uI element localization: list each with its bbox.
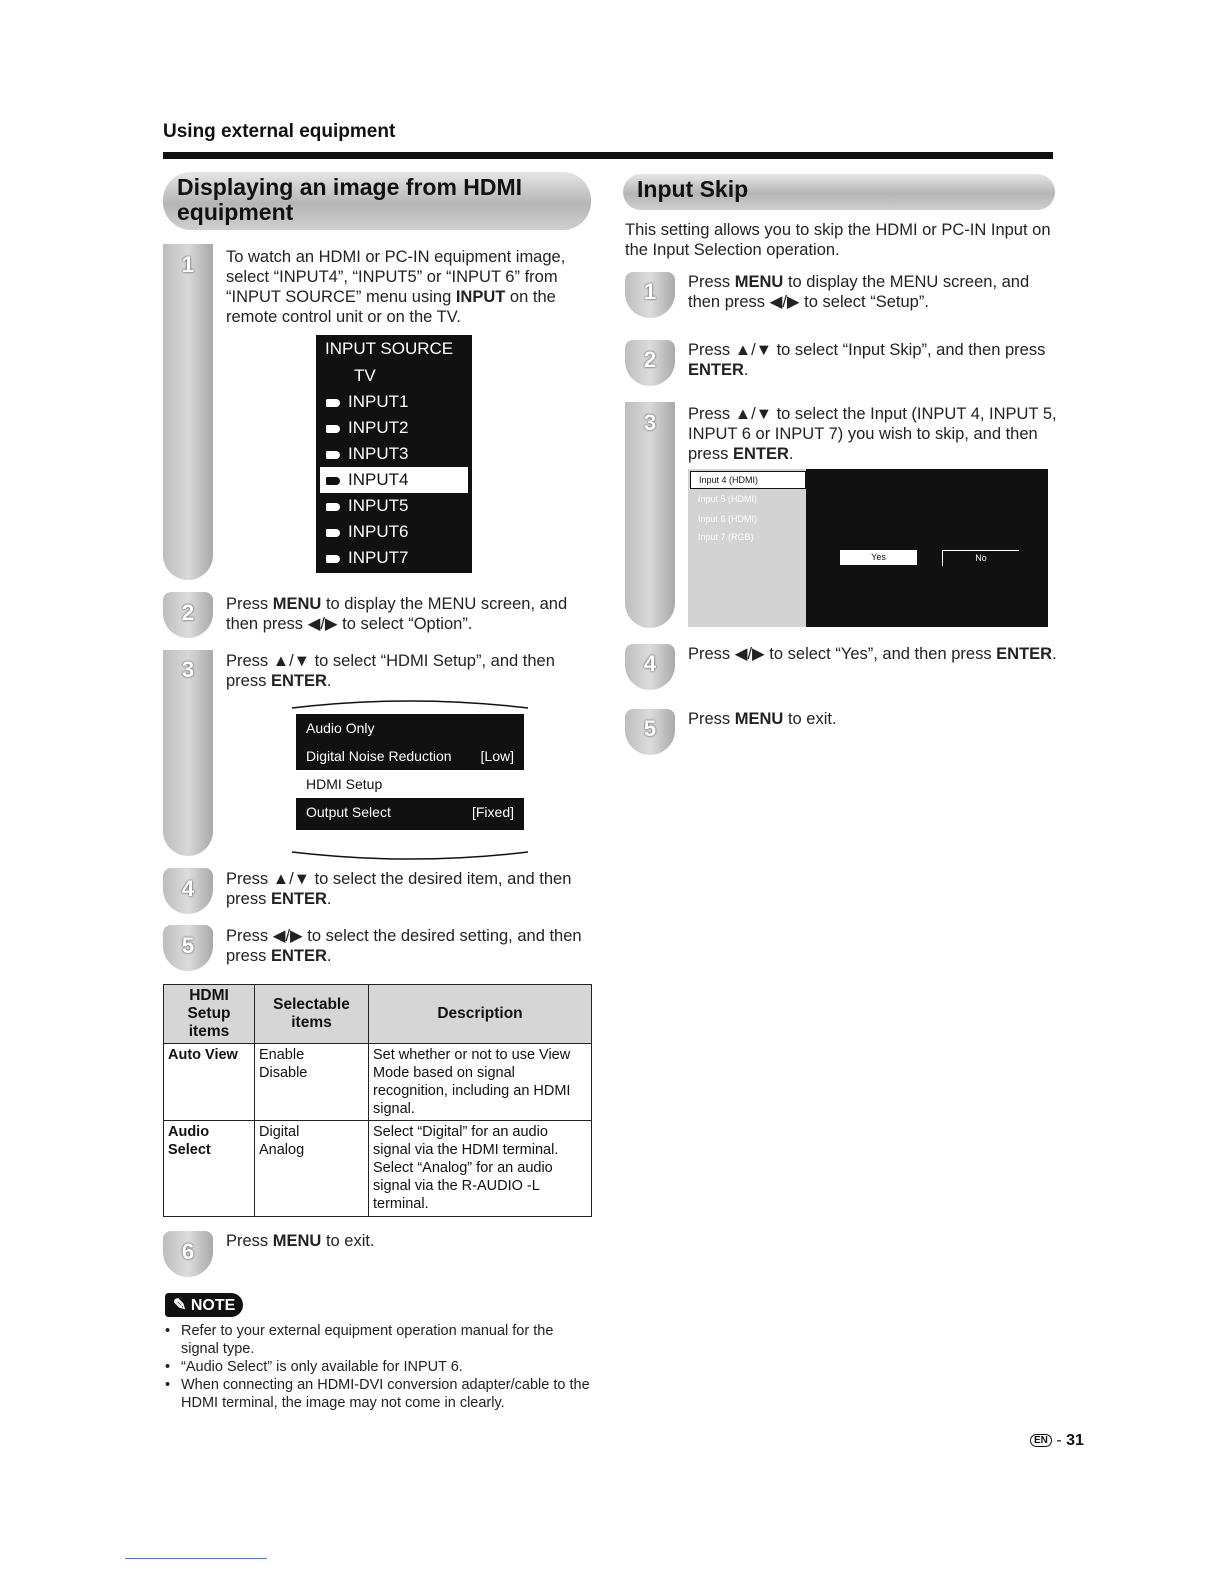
yes-button[interactable]: Yes: [840, 550, 917, 565]
menu-item-input6[interactable]: INPUT6: [316, 519, 472, 545]
hdmi-setup-table: [163, 984, 592, 1217]
step-1-text: To watch an HDMI or PC-IN equipment image, select “INPUT4”, “INPUT5” or “INPUT 6” from “INPUT SOURCE” menu using INPUT on the remote control unit or on the TV.: [226, 248, 566, 326]
table-cell-description: Select “Digital” for an audio signal via the HDMI terminal. Select “Analog” for an audio signal via the R-AUDIO -L terminal.: [369, 1121, 592, 1217]
option-digital-noise-reduction[interactable]: Digital Noise Reduction [Low]: [306, 748, 514, 764]
input-source-title: INPUT SOURCE: [325, 339, 454, 358]
r-step-5-number: 5: [643, 716, 657, 741]
step-6-number: 6: [181, 1239, 195, 1264]
table-cell-item: Audio Select: [164, 1121, 255, 1217]
r-step-1-number: 1: [643, 279, 657, 304]
step-5-number: 5: [181, 933, 195, 958]
plug-icon: [326, 399, 340, 407]
option-menu: [296, 714, 524, 830]
input-source-menu: [316, 335, 472, 573]
input-skip-intro: This setting allows you to skip the HDMI or PC-IN Input on the Input Selection operation.: [625, 221, 1051, 259]
r-step-2-number: 2: [643, 347, 657, 372]
menu-item-input3[interactable]: INPUT3: [316, 441, 472, 467]
table-header-items: HDMI Setup items: [164, 985, 255, 1044]
note-item: • When connecting an HDMI-DVI conversion adapter/cable to the HDMI terminal, the image may not come in clearly.: [165, 1376, 595, 1412]
step-4-text: Press ▲/▼ to select the desired item, and then press ENTER.: [226, 870, 572, 908]
step-1-number: 1: [181, 252, 195, 277]
r-step-4-number: 4: [643, 651, 657, 676]
plug-icon: [326, 477, 340, 485]
left-section-title: Displaying an image from HDMI equipment: [163, 172, 591, 230]
step-6-text: Press MENU to exit.: [226, 1232, 375, 1250]
step-3-text: Press ▲/▼ to select “HDMI Setup”, and then press ENTER.: [226, 652, 555, 690]
no-button[interactable]: No: [942, 550, 1019, 566]
r-step-1-text: Press MENU to display the MENU screen, and then press ◀/▶ to select “Setup”.: [688, 273, 1030, 311]
r-step-3-text: Press ▲/▼ to select the Input (INPUT 4, INPUT 5, INPUT 6 or INPUT 7) you wish to skip, and then press ENTER.: [688, 405, 1057, 463]
bottom-divider: [125, 1558, 267, 1559]
skip-item-input6[interactable]: Input 6 (HDMI): [698, 514, 758, 524]
menu-item-input1[interactable]: INPUT1: [316, 389, 472, 415]
skip-item-input4[interactable]: Input 4 (HDMI): [690, 471, 806, 489]
note-badge: ✎ NOTE: [165, 1293, 243, 1317]
plug-icon: [326, 451, 340, 459]
pencil-icon: ✎: [173, 1297, 187, 1314]
table-header-description: Description: [369, 985, 592, 1044]
header-rule: [163, 152, 1053, 159]
table-row: [164, 1044, 592, 1121]
r-step-2-text: Press ▲/▼ to select “Input Skip”, and then press ENTER.: [688, 341, 1046, 379]
plug-icon: [326, 503, 340, 511]
step-5-text: Press ◀/▶ to select the desired setting, and then press ENTER.: [226, 927, 582, 965]
menu-item-tv[interactable]: TV: [354, 366, 376, 385]
note-item: • Refer to your external equipment operation manual for the signal type.: [165, 1322, 595, 1358]
menu-item-input7[interactable]: INPUT7: [316, 545, 472, 571]
step-2-number: 2: [181, 600, 195, 625]
note-item: • “Audio Select” is only available for INPUT 6.: [165, 1358, 595, 1376]
option-hdmi-setup[interactable]: HDMI Setup: [296, 770, 524, 798]
page-number: EN - 31: [1030, 1432, 1084, 1450]
input-skip-screen: [688, 469, 1048, 627]
right-section-title: Input Skip: [623, 174, 1055, 210]
plug-icon: [326, 555, 340, 563]
page-section-title: Using external equipment: [163, 121, 396, 142]
option-output-select[interactable]: Output Select [Fixed]: [306, 804, 514, 820]
skip-item-input5[interactable]: Input 5 (HDMI): [698, 494, 758, 504]
note-list: [165, 1322, 595, 1412]
plug-icon: [326, 529, 340, 537]
table-cell-item: Auto View: [164, 1044, 255, 1121]
table-cell-options: Digital Analog: [255, 1121, 369, 1217]
skip-item-input7[interactable]: Input 7 (RGB): [698, 532, 754, 542]
menu-item-input4[interactable]: INPUT4: [320, 467, 468, 493]
table-cell-description: Set whether or not to use View Mode based on signal recognition, including an HDMI signal.: [369, 1044, 592, 1121]
table-row: [164, 1121, 592, 1217]
table-header-selectable: Selectable items: [255, 985, 369, 1044]
step-1-bar: [163, 244, 213, 580]
table-cell-options: Enable Disable: [255, 1044, 369, 1121]
language-badge: EN: [1030, 1434, 1052, 1447]
step-2-text: Press MENU to display the MENU screen, and then press ◀/▶ to select “Option”.: [226, 595, 568, 633]
step-4-number: 4: [181, 876, 195, 901]
r-step-3-number: 3: [643, 410, 657, 435]
plug-icon: [326, 425, 340, 433]
option-audio-only[interactable]: Audio Only: [306, 720, 375, 736]
menu-item-input2[interactable]: INPUT2: [316, 415, 472, 441]
r-step-5-text: Press MENU to exit.: [688, 710, 837, 728]
step-3-number: 3: [181, 657, 195, 682]
menu-item-input5[interactable]: INPUT5: [316, 493, 472, 519]
r-step-4-text: Press ◀/▶ to select “Yes”, and then press ENTER.: [688, 645, 1057, 663]
